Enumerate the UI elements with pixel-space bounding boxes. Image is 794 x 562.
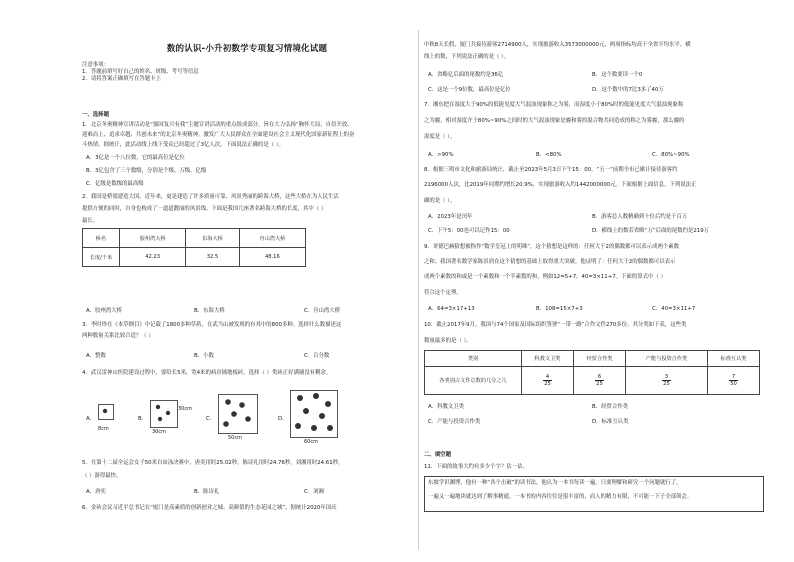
tile-b — [150, 400, 178, 428]
q8-option-d[interactable]: D．横线上的数若省略“万”后面的尾数约是219万 — [592, 228, 710, 234]
q11-line-1: 11．下面的故事大约有多少个字？估一估。 — [424, 464, 528, 470]
fraction-denominator: 25 — [663, 381, 670, 387]
q7-line-3: 湿度是（ ）。 — [424, 134, 456, 140]
document-category-table — [424, 350, 760, 395]
q6-cont-line-2: 线上的数，下列说法正确的是（ ）。 — [424, 54, 510, 60]
tile-d-label: 60cm — [304, 439, 318, 445]
q7-option-c[interactable]: C．80%~90% — [652, 152, 690, 158]
right-column — [424, 0, 770, 562]
q3-option-a[interactable]: A．整数 — [86, 353, 106, 359]
q6-cont-line-1: 中秋8天长假，厦门共接待游客2714900人，实现旅游收入3573000000元，两项指标均高于全省平均水平。横 — [424, 42, 691, 48]
q2-line-1: 2．我国是桥梁建造大国。近年来，更是建造了许多质量可靠、风景秀丽的跨海大桥，这些大桥在为人民生活 — [82, 194, 339, 200]
bridge-table-row — [83, 248, 306, 267]
section-fill-heading: 二、填空题 — [424, 452, 451, 458]
fraction-denominator: 25 — [596, 381, 603, 387]
category-table-header-cell: 产能与投资合作类 — [625, 351, 707, 367]
q8-line-3: 确的是（ ）。 — [424, 198, 456, 204]
q1-option-c[interactable]: C．亿级是数级的最高级 — [86, 181, 144, 187]
category-fraction-cell — [522, 367, 574, 395]
q8-line-1: 8．根据三明市文化和旅游局统计，截止至2023年5月3日下午15：00，“五一”前期全市已累计接待游客约 — [424, 167, 678, 173]
tile-a — [98, 404, 114, 420]
q1-option-a[interactable]: A．3亿是一个八位数，它的最高位是亿位 — [86, 155, 185, 161]
category-fraction-cell — [573, 367, 625, 395]
q5-option-b[interactable]: B．陈诗礼 — [194, 489, 220, 495]
q4-option-d[interactable]: D． — [278, 416, 288, 422]
tile-c-label: 50cm — [228, 435, 242, 441]
bridge-table-cell: 长度/千米 — [83, 248, 120, 267]
q6-option-c[interactable]: C．这是一个9位数，最高位是亿位 — [428, 87, 511, 93]
q1-line-2: 迎难而上、追求卓越、共创未来”的北京冬奥精神，激发广大人民群众在全面建设社会主义现代化国家新征程上的奋 — [82, 132, 355, 138]
q4-option-c[interactable]: C． — [206, 416, 216, 422]
q10-option-c[interactable]: C．产能与投资合作类 — [428, 419, 481, 425]
story-passage-line-2: 一遍又一遍地读就达到了解事精通。一本书的内容往往是很丰富的，而人的精力有限，不可能一下子全部领会。 — [428, 494, 693, 500]
q9-line-2: 之和。我国著名数学家陈景润在这个猜想的基础上取得重大突破。他证明了：任何大于2的偶数都可以表示 — [424, 259, 676, 265]
q2-line-3: 最长。 — [82, 218, 99, 224]
q9-option-b[interactable]: B．108=15×7+3 — [536, 306, 583, 312]
q7-line-2: 之为霾，相对湿度介于80%~90%之间时的大气混浊现象是霾和雾的混合物共同造成的称之为雾霾，那么霾的 — [424, 118, 685, 124]
bridge-table-cell: 32.5 — [186, 248, 239, 267]
q2-line-2: 提供方便的同时，自身也构成了一道道靓丽的风景线。下面是我国几座著名跨海大桥的长度，其中（ ） — [82, 206, 327, 212]
category-table-row — [425, 367, 760, 395]
category-table-row-label: 各类别占文件总数的几分之几 — [425, 367, 522, 395]
fraction — [662, 374, 671, 387]
fraction-numerator: 7 — [729, 374, 738, 381]
category-table-header-cell: 科教文卫类 — [522, 351, 574, 367]
q2-option-a[interactable]: A．胶州湾大桥 — [86, 308, 123, 314]
bridge-table-cell: 42.23 — [120, 248, 186, 267]
q5-option-a[interactable]: A．唐奕 — [86, 489, 106, 495]
q10-option-b[interactable]: B．经贸合作类 — [592, 404, 629, 410]
section-choice-heading: 一、选择题 — [82, 112, 109, 118]
tile-c — [218, 394, 258, 434]
q5-line-1: 5．在第十二届全运会女子50米自由泳决赛中，唐奕用时25.02秒，陈诗礼用时24.76秒，刘湘用时24.61秒， — [82, 460, 344, 466]
bridge-length-table — [82, 228, 306, 267]
category-fraction-cell — [707, 367, 759, 395]
tile-d — [290, 390, 338, 438]
q6-option-d[interactable]: D．这个数中的7比3多了40万 — [592, 87, 664, 93]
fraction-denominator: 25 — [544, 381, 551, 387]
q7-option-b[interactable]: B．<80% — [536, 152, 562, 158]
q7-line-1: 7．湘东把在湿度大于90%的低能见度大气混浊现象称之为雾，而湿度小于80%时的低能见度大气混浊现象称 — [424, 102, 684, 108]
q10-option-a[interactable]: A．科教文卫类 — [428, 404, 465, 410]
q8-option-b[interactable]: B．游客总人数精确到十位后约是千百万 — [592, 214, 688, 220]
q3-line-1: 3．李时珍在《本草纲目》中记载了1800多种草药，在武当山被发现的有其中的800多种。选择什么数描述这 — [82, 322, 342, 328]
category-table-header-cell: 经贸合作类 — [573, 351, 625, 367]
q6-line-1: 6．金砖会议习近平总书记在“厦门是高素质的创新创业之城、高颜值的生态花园之城”。据统计2020年国庆 — [82, 505, 337, 511]
fraction-numerator: 6 — [595, 374, 604, 381]
category-table-header-cell: 类别 — [425, 351, 522, 367]
bridge-table-header-cell: 东海大桥 — [186, 229, 239, 248]
fraction — [595, 374, 604, 387]
q10-line-2: 数量最多的是（ ）。 — [424, 338, 472, 344]
q4-option-a[interactable]: A． — [86, 416, 96, 422]
bridge-table-header-cell: 舟山湾大桥 — [239, 229, 305, 248]
q4-line-1: 4．武汉雷神山医院建设过程中，要给长5米，宽4米的病房铺地板砖，选择（ ）类砖正好满铺没有剩余。 — [82, 370, 332, 376]
bridge-table-header-cell: 胶州湾大桥 — [120, 229, 186, 248]
category-table-header-cell: 标准互认类 — [707, 351, 759, 367]
q4-option-b[interactable]: B． — [138, 416, 148, 422]
q9-option-c[interactable]: C．40=3×11+7 — [652, 306, 696, 312]
tile-b-width-label: 30cm — [152, 429, 166, 435]
q7-option-a[interactable]: A．>90% — [428, 152, 454, 158]
bridge-table-header — [83, 229, 306, 248]
left-column — [82, 0, 412, 562]
fraction — [543, 374, 552, 387]
fraction-numerator: 4 — [543, 374, 552, 381]
q1-option-b[interactable]: B．3亿包含了三个数级，分别是个级、万级、亿级 — [86, 168, 207, 174]
q2-option-c[interactable]: C．舟山湾大桥 — [304, 308, 341, 314]
notes-heading: 注意事项： — [82, 62, 109, 68]
fraction — [729, 374, 738, 387]
q8-option-c[interactable]: C．下午5：00也可以记作15：00 — [428, 228, 510, 234]
q1-line-1: 1．北京冬奥精神宣讲活动是“强国复兴有我”主题宣讲活动的重点组成部分，旨在大力弘扬“胸怀大局、自信开放、 — [82, 122, 353, 128]
q9-line-1: 9．哥德巴赫猜想被称作“数学皇冠上的明珠”。这个猜想是这样的：任何大于2的偶数都可以表示成两个素数 — [424, 244, 680, 250]
q5-option-c[interactable]: C．刘湘 — [304, 489, 324, 495]
notes-item-2: 2．请将答案正确填写在答题卡上 — [82, 76, 161, 82]
q10-line-1: 10．截止2017年9月，我国与74个国家及国际组织签署“一带一路”合作文件270多份，其分类如下表，这些类 — [424, 322, 687, 328]
category-fraction-cell — [625, 367, 707, 395]
q8-line-2: 2196000人次，比2019年同期约增长20.9%，实现旅游收入约1442000000元。下面根据上面信息，下列说法正 — [424, 182, 697, 188]
q9-line-4: 符合这个定理。 — [424, 290, 462, 296]
q8-option-a[interactable]: A．2023年是闰年 — [428, 214, 473, 220]
fraction-numerator: 3 — [662, 374, 671, 381]
q10-option-d[interactable]: D．标准互认类 — [592, 419, 629, 425]
bridge-table-header-cell: 桥名 — [83, 229, 120, 248]
q2-option-b[interactable]: B．东海大桥 — [194, 308, 225, 314]
fraction-denominator: 50 — [730, 381, 737, 387]
q3-option-b[interactable]: B．小数 — [194, 353, 214, 359]
story-passage-box — [424, 476, 764, 512]
category-table-header — [425, 351, 760, 367]
tile-a-label: 8cm — [98, 426, 109, 432]
tile-b-height-label: 30cm — [178, 406, 192, 412]
q9-option-a[interactable]: A．64=3×17+13 — [428, 306, 475, 312]
q3-line-2: 两种数量关系比较合适？（ ） — [82, 333, 154, 339]
q6-option-a[interactable]: A．省略亿后面的尾数约是36亿 — [428, 72, 504, 78]
q1-line-3: 斗热情。据统计，此活动线上线下受众已经超过了3亿人次。下面说法正确的是（ ）。 — [82, 142, 284, 148]
bridge-table-cell: 48.16 — [239, 248, 305, 267]
q3-option-c[interactable]: C．百分数 — [304, 353, 330, 359]
tile-patterns — [82, 0, 412, 562]
page-title: 数的认识-小升初数学专项复习情境化试题 — [166, 44, 328, 54]
q5-line-2: （ ）游得最快。 — [82, 473, 122, 479]
notes-item-1: 1．答题前填写好自己的姓名、班级、考号等信息 — [82, 69, 199, 75]
story-passage-line-1: 东坡学识渊博，他有一种“各个击破”的读书法，他认为一本书每读一遍，只要理解和研究一个问题就行了， — [428, 480, 682, 486]
q9-line-3: 成两个素数的和或是一个素数和一个半素数的和，例如12=5+7，40=3×11+7。下面的算式中（ ） — [424, 274, 666, 280]
q6-option-b[interactable]: B．这个数要读一个0 — [592, 72, 643, 78]
column-divider — [418, 30, 419, 550]
